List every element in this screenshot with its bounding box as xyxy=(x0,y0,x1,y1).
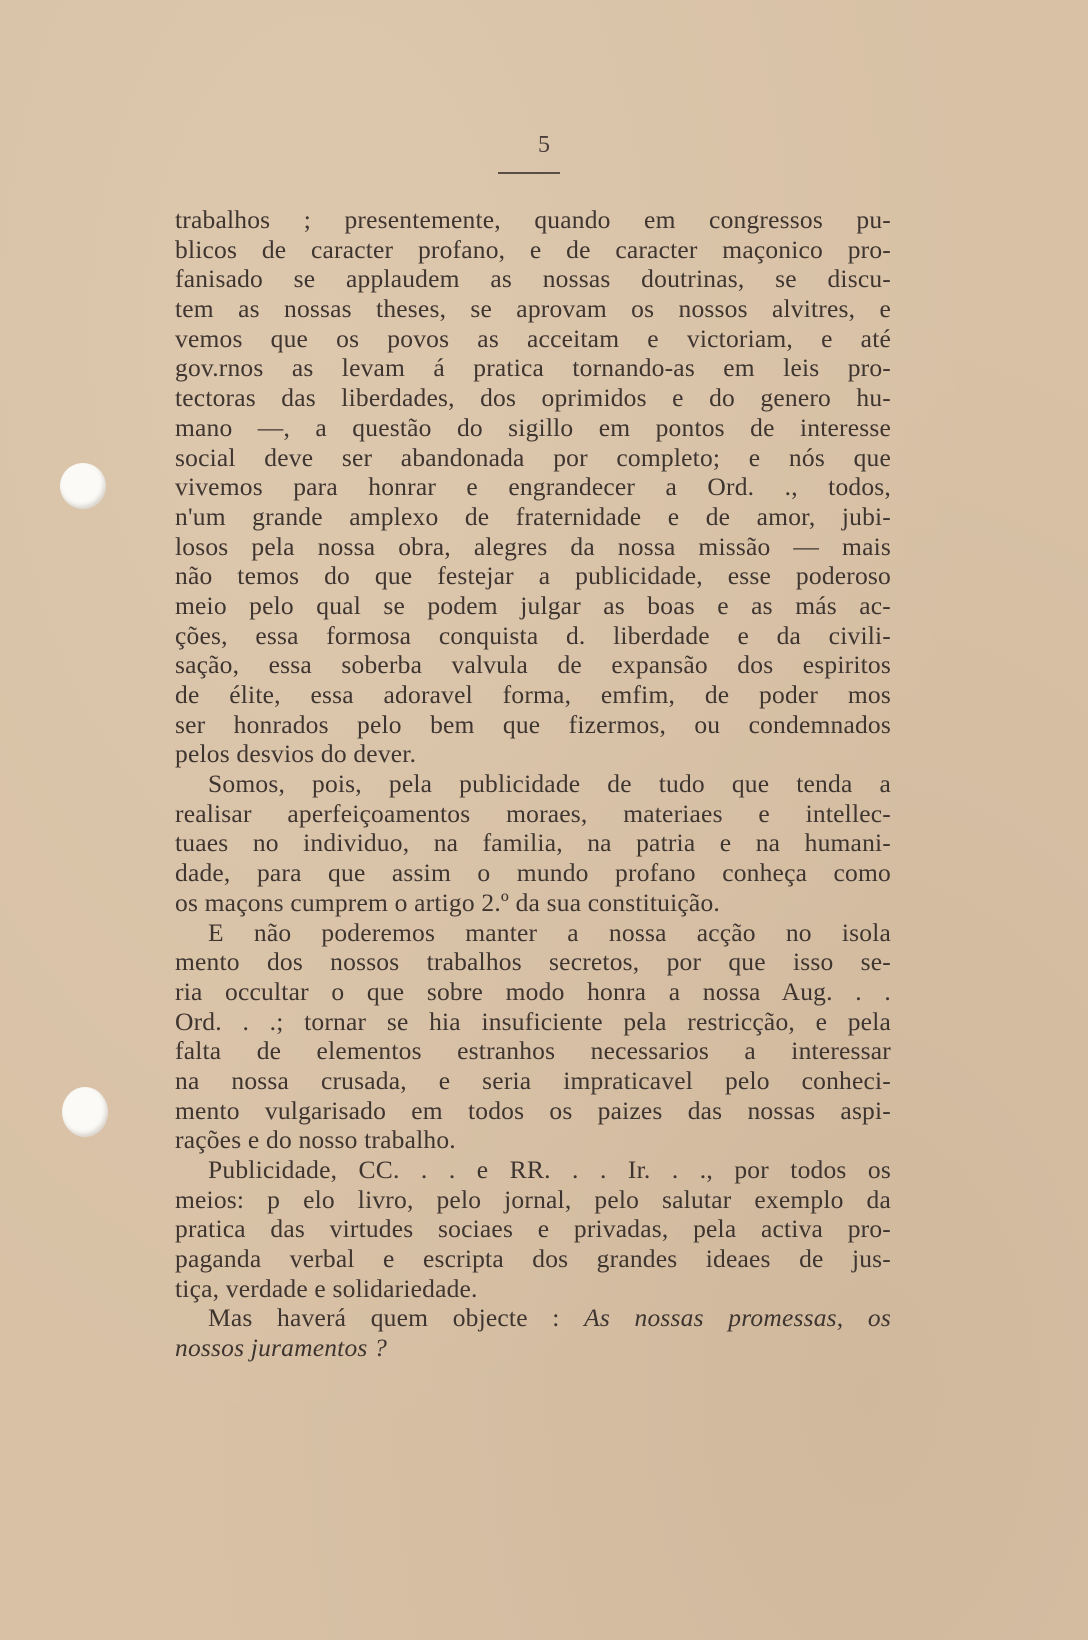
text-line xyxy=(175,532,891,562)
text-line xyxy=(175,621,891,651)
body-text xyxy=(175,205,891,1363)
text-line xyxy=(175,264,891,294)
text-line xyxy=(175,650,891,680)
page-number: 5 xyxy=(538,132,550,158)
text-line-content: Somos, pois, pela publicidade de tudo que tenda a xyxy=(208,769,891,799)
text-line xyxy=(175,472,891,502)
italic-text: nossos juramentos ? xyxy=(175,1333,388,1363)
text-line-content: Ord. . .; tornar se hia insuficiente pela restricção, e pela xyxy=(175,1006,891,1036)
text-line-content: social deve ser abandonada por completo; e nós que xyxy=(175,442,891,472)
text-line-content: realisar aperfeiçoamentos moraes, materiaes e intellec- xyxy=(175,798,891,828)
text-line-content: ções, essa formosa conquista d. liberdade e da civili- xyxy=(175,620,891,650)
text-line-content: pratica das virtudes sociaes e privadas, pela activa pro- xyxy=(175,1214,891,1244)
text-line-content: vivemos para honrar e engrandecer a Ord. ., todos, xyxy=(175,472,891,502)
text-line-content: E não poderemos manter a nossa acção no isola xyxy=(208,917,891,947)
text-line-content: mento vulgarisado em todos os paizes das nossas aspi- xyxy=(175,1095,891,1125)
text-line xyxy=(175,977,891,1007)
text-line-content: tem as nossas theses, se aprovam os nossos alvitres, e xyxy=(175,294,891,324)
text-line-content: tuaes no individuo, na familia, na patria e na humani- xyxy=(175,828,891,858)
text-line-content: de élite, essa adoravel forma, emfim, de poder mos xyxy=(175,680,891,709)
text-line-content: falta de elementos estranhos necessarios a interessar xyxy=(175,1036,891,1066)
text-line-content: tectoras das liberdades, dos oprimidos e do genero hu- xyxy=(175,383,891,413)
text-line xyxy=(175,1066,891,1096)
text-line-content: não temos do que festejar a publicidade, esse poderoso xyxy=(175,561,891,591)
text-line-content: os maçons cumprem o artigo 2.º da sua constituição. xyxy=(175,887,720,917)
text-line xyxy=(175,205,891,235)
text-line xyxy=(175,799,891,829)
text-line xyxy=(175,947,891,977)
text-line-content: sação, essa soberba valvula de expansão dos espiritos xyxy=(175,650,891,680)
text-line xyxy=(175,1274,891,1304)
text-line-content: pelos desvios do dever. xyxy=(175,739,417,769)
text-line xyxy=(175,324,891,354)
text-line-content: ria occultar o que sobre modo honra a nossa Aug. . . xyxy=(175,976,891,1006)
page-number-rule xyxy=(498,172,560,174)
punch-hole-bottom xyxy=(62,1087,108,1137)
text-line-content: trabalhos ; presentemente, quando em congressos pu- xyxy=(175,205,891,234)
text-line xyxy=(175,918,891,948)
text-line-content: mento dos nossos trabalhos secretos, por que isso se- xyxy=(175,947,891,977)
text-line xyxy=(175,1303,891,1333)
text-line-content: losos pela nossa obra, alegres da nossa missão — mais xyxy=(175,531,891,561)
text-line-content: meios: p elo livro, pelo jornal, pelo salutar exemplo da xyxy=(175,1184,891,1214)
text-line-content: na nossa crusada, e seria impraticavel pelo conheci- xyxy=(175,1065,891,1095)
text-line xyxy=(175,1244,891,1274)
text-line xyxy=(175,413,891,443)
text-line-content: rações e do nosso trabalho. xyxy=(175,1125,456,1155)
text-line-content: mano —, a questão do sigillo em pontos de interesse xyxy=(175,412,891,442)
text-line xyxy=(175,858,891,888)
text-line-content: n'um grande amplexo de fraternidade e de amor, jubi- xyxy=(175,501,891,531)
text-line xyxy=(175,1333,891,1363)
text-line xyxy=(175,769,891,799)
text-line-content: ser honrados pelo bem que fizermos, ou condemnados xyxy=(175,709,891,739)
text-line xyxy=(175,680,891,710)
text-line-content: vemos que os povos as acceitam e victoriam, e até xyxy=(175,323,891,353)
text-line-content: fanisado se applaudem as nossas doutrinas, se discu- xyxy=(175,264,891,294)
text-line-content: gov.rnos as levam á pratica tornando-as em leis pro- xyxy=(175,353,891,383)
text-line xyxy=(175,1096,891,1126)
text-line xyxy=(175,443,891,473)
text-line xyxy=(175,710,891,740)
italic-text: As nossas promessas, os xyxy=(584,1303,891,1333)
text-line xyxy=(175,561,891,591)
text-line xyxy=(175,888,891,918)
text-line xyxy=(175,353,891,383)
text-line-content: Mas haverá quem objecte : xyxy=(208,1303,585,1333)
text-line xyxy=(175,502,891,532)
text-line xyxy=(175,828,891,858)
text-line xyxy=(175,1036,891,1066)
text-line xyxy=(175,235,891,265)
text-line-content: blicos de caracter profano, e de caracter maçonico pro- xyxy=(175,234,891,264)
text-line-content: tiça, verdade e solidariedade. xyxy=(175,1273,478,1303)
text-line-content: Publicidade, CC. . . e RR. . . Ir. . ., por todos os xyxy=(208,1155,891,1184)
text-line xyxy=(175,591,891,621)
punch-hole-top xyxy=(60,463,106,509)
text-line-content: meio pelo qual se podem julgar as boas e as más ac- xyxy=(175,590,891,620)
text-line xyxy=(175,1125,891,1155)
text-line xyxy=(175,1185,891,1215)
text-line xyxy=(175,1214,891,1244)
text-line-content: dade, para que assim o mundo profano conheça como xyxy=(175,858,891,888)
text-line xyxy=(175,1155,891,1185)
text-line xyxy=(175,1007,891,1037)
text-line xyxy=(175,294,891,324)
text-line xyxy=(175,383,891,413)
text-line xyxy=(175,739,891,769)
text-line-content: paganda verbal e escripta dos grandes ideaes de jus- xyxy=(175,1244,891,1274)
